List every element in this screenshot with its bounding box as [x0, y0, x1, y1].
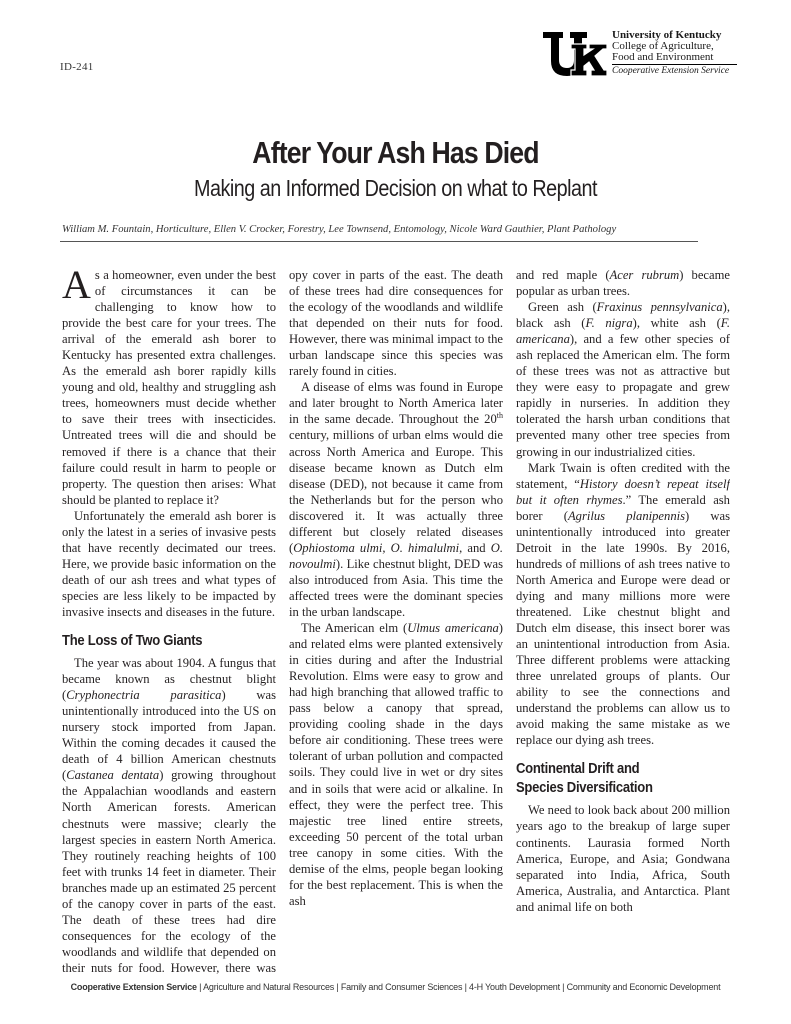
- giants-paragraph-4: Green ash (Fraxinus pennsylvanica), black ash (F. nigra), white ash (F. americana), and a few other species of ash replaced the American elm. The form of these trees was not as attractive but they were easy to propagate and grew rapidly in nurseries. In addition they tolerated the harsh urban conditions that prevented many other tree species from growing in our industrialized cities.: [516, 300, 730, 459]
- title-block: [0, 135, 791, 202]
- footer-ces: Cooperative Extension Service: [70, 982, 197, 992]
- column-2: [289, 267, 503, 909]
- author-line: William M. Fountain, Horticulture, Ellen V. Crocker, Forestry, Lee Townsend, Entomology, Nicole Ward Gauthier, Plant Pathology: [62, 224, 617, 235]
- drop-cap: A: [62, 267, 91, 307]
- section-heading-continental-drift: Continental Drift and Species Diversification: [516, 761, 653, 797]
- uk-logo: [541, 30, 609, 78]
- intro-paragraph: As a homeowner, even under the best of circumstances it can be challenging to know how to provide the best care for your trees. The arrival of the emerald ash borer to Kentucky has presented extra challenges. As the emerald ash borer rapidly kills young and old, healthy and struggling ash trees, homeowners must decide whether to save their trees with insecticides. Untreated trees will die and should be removed if there is a chance that their failure could result in harm to people or property. The question then arises: What should be planted to replace it?: [62, 267, 276, 507]
- footer-programs: | Agriculture and Natural Resources | Family and Consumer Sciences | 4-H Youth Development | Community and Economic Development: [199, 982, 721, 992]
- institution-block: [612, 30, 737, 77]
- giants-paragraph-3-body: ) and related elms were planted extensively in cities during and after the Industrial Revolution. Elms were easy to grow and had high branching that allowed traffic to pass below a canopy that spread, providing cooling shade in the days before air conditioning. These trees were tolerant of urban pollution and compacted soils. They could live in wet or dry sites and in soils that were acid or alkaline. In effect, they were the perfect tree. This majestic tree lined entire streets, exceeding 50 percent of the total urban tree canopy in some cities. With the demise of the elms, people began looking for the best replacement. This is when the ash: [289, 621, 503, 908]
- document-id: ID-241: [60, 61, 94, 73]
- giants-paragraph-3: The American elm (Ulmus americana) and related elms were planted extensively in cities during and after the Industrial Revolution. Elms were easy to grow and had high branching that allowed traffic to pass below a canopy that spread, providing cooling shade in the days before air conditioning. These trees were tolerant of urban pollution and compacted soils. They could live in wet or dry sites and in soils that were acid or alkaline. In effect, they were the perfect tree. This majestic tree lined entire streets, exceeding 50 percent of the total urban tree canopy in some cities. With the demise of the elms, people began looking for the best replacement. This is when the ash: [289, 621, 503, 908]
- giants-paragraph-5: Mark Twain is often credited with the statement, “History doesn’t repeat itself but it often rhymes.” The emerald ash borer (Agrilus planipennis) was unintentionally introduced into greater Detroit in the late 1990s. By 2016, hundreds of millions of ash trees native to North America and Europe were dead or dying and many millions more were threatened. Like chestnut blight and Dutch elm disease, this insect borer was an unintentional introduction from Asia. Three different problems were attacking three unrelated groups of plants. Our ability to see the connections and understand the problems can allow us to avoid making the same mistake as we replace our dying ash trees.: [516, 460, 730, 748]
- page-subtitle: Making an Informed Decision on what to Replant: [194, 175, 597, 201]
- giants-paragraph-3-cont: and red maple (Acer rubrum) became popular as urban trees.: [516, 268, 730, 299]
- author-divider: [60, 241, 698, 242]
- giants-paragraph-1: The year was about 1904. A fungus that became known as chestnut blight (Cryphonectria parasitica) was unintentionally introduced into the US on nursery stock imported from Japan. Within the coming decades it caused the death of 4 billion American chestnuts (Castanea dentata) growing throughout the Appalachian woodlands and eastern North American forests. American chestnuts were massive; clearly the largest species in eastern North America. They routinely reaching heights of 100 feet with trunks 14 feet in diameter. Their branches made up an estimated 25 percent of the canopy cover in parts of the east. The death of these trees had dire consequences for the ecology of the woodlands and wildlife that depended on their nuts for food. However, there was: [62, 656, 276, 975]
- drift-paragraph-1: We need to look back about 200 million years ago to the breakup of large super continents. Laurasia formed North America, Europe, and Asia; Gondwana separated into India, Africa, South America, Australia, and Antarctica. Plant and animal life on both: [516, 803, 730, 914]
- institution-divider: [612, 64, 737, 65]
- footer: [0, 982, 791, 992]
- column-3: [516, 267, 730, 915]
- giants-paragraph-2: A disease of elms was found in Europe and later brought to North America later in the same decade. Throughout the 20th century, millions of urban elms would die across North America and Europe. This disease became known as Dutch elm disease (DED), not because it came from the Netherlands but for the person who discovered it. It was actually three different but closely related diseases (Ophiostoma ulmi, O. himalulmi, and O. novoulmi). Like chestnut blight, DED was also introduced from Asia. This time the affected trees were the dominant species in the urban landscape.: [289, 380, 503, 619]
- intro-paragraph-2: Unfortunately the emerald ash borer is only the latest in a series of invasive pests that have recently decimated our trees. Here, we provide basic information on the death of our ash trees and what types of species are less likely to be impacted by invasive insects and diseases in the future.: [62, 508, 276, 619]
- extension-service: Cooperative Extension Service: [612, 66, 730, 76]
- college-line1: College of Agriculture,: [612, 40, 714, 52]
- column-1: [62, 267, 276, 975]
- university-name: University of Kentucky: [612, 29, 722, 41]
- giants-paragraph-1-cont: opy cover in parts of the east. The death of these trees had dire consequences for the ecology of the woodlands and wildlife that depended on their nuts for food. However, there was minimal impact to the urban landscape since this species was rarely found in cities.: [289, 268, 503, 379]
- page-title: After Your Ash Has Died: [252, 135, 539, 170]
- section-heading-loss-of-two-giants: The Loss of Two Giants: [62, 633, 203, 650]
- college-line2: Food and Environment: [612, 51, 714, 63]
